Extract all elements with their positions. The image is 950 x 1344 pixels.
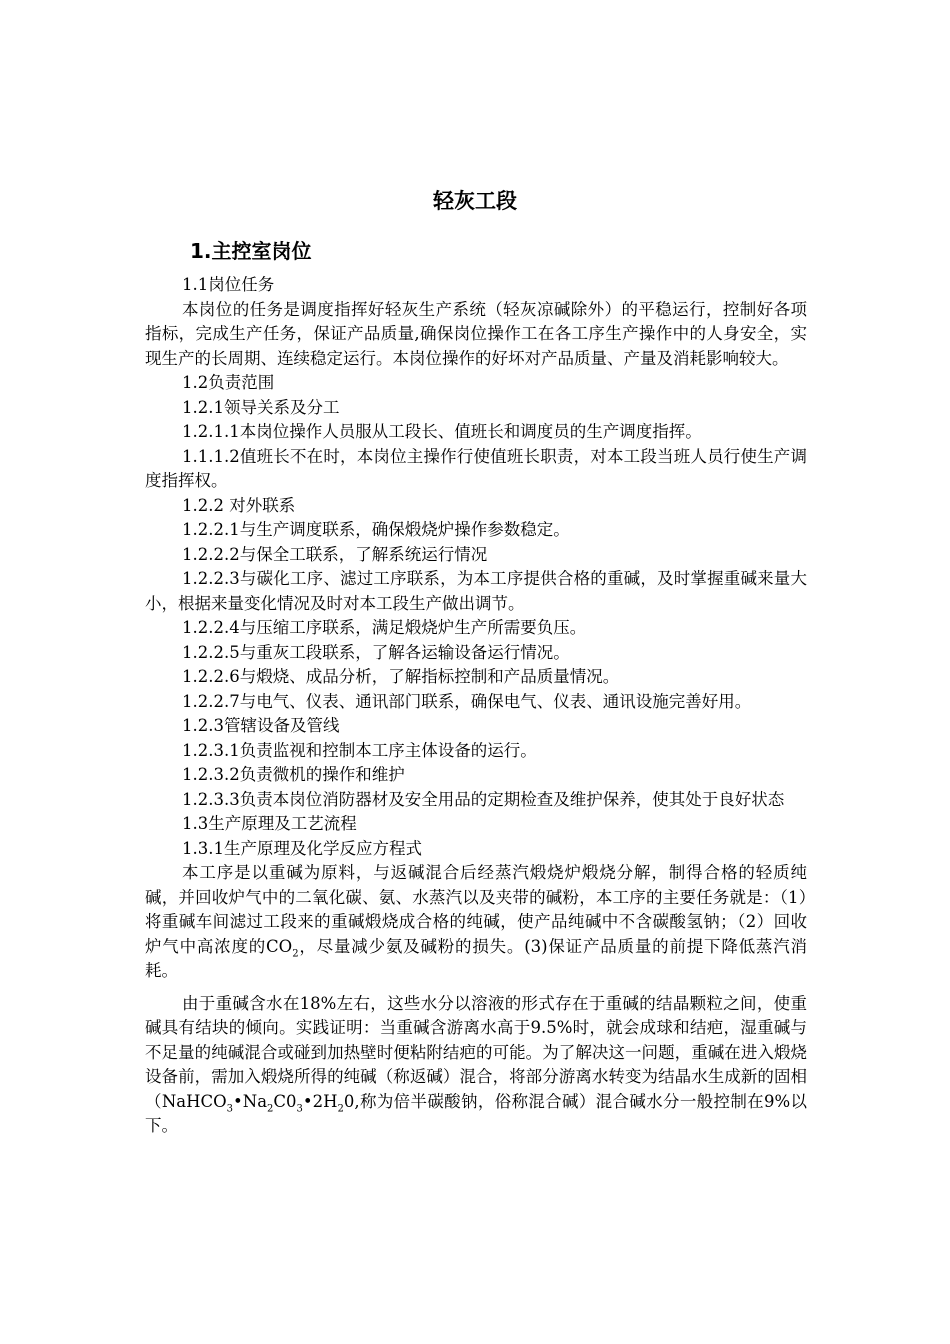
paragraph: 1.2.2.4与压缩工序联系，满足煅烧炉生产所需要负压。 <box>182 618 587 637</box>
text-run: •2H <box>302 1091 338 1111</box>
paragraph-gap <box>145 984 807 992</box>
subscript: 3 <box>296 1102 303 1114</box>
paragraph-moisture <box>145 992 807 1139</box>
text-run: 由于重碱含水在18%左右，这些水分以溶液的形式存在于重碱的结晶颗粒之间，使重碱具有结块的倾向。实践证明：当重碱含游离水高于9.5%时，就会成球和结疤，湿重碱与不足量的纯碱混合或碰到加热壁时便粘附结疤的可能。为了解决这一问题，重碱在进入煅烧设备前，需加入煅烧所得的纯碱（称返碱）混合，将部分游离水转变为结晶水生成新的固相（NaHCO <box>145 993 807 1111</box>
paragraph: 1.3.1生产原理及化学反应方程式 <box>182 838 422 858</box>
paragraph: 1.2.1.1本岗位操作人员服从工段长、值班长和调度员的生产调度指挥。 <box>182 422 702 441</box>
paragraph: 1.2.2.7与电气、仪表、通讯部门联系，确保电气、仪表、通讯设施完善好用。 <box>182 691 752 711</box>
text-run: •Na <box>233 1091 268 1111</box>
paragraph: 1.2.3.2负责微机的操作和维护 <box>182 765 405 784</box>
paragraph: 1.2.2.3与碳化工序、滤过工序联系，为本工序提供合格的重碱，及时掌握重碱来量大小，根据来量变化情况及时对本工段生产做出调节。 <box>145 569 807 613</box>
text-run: ，尽量减少氨及碱粉的损失。(3)保证产品质量的前提下降低蒸汽消耗。 <box>145 936 807 980</box>
paragraph-production-task <box>145 861 807 984</box>
section-heading: 1.主控室岗位 <box>190 239 312 263</box>
text-run: 本工序是以重碱为原料，与返碱混合后经蒸汽煅烧炉煅烧分解，制得合格的轻质纯碱，并回收炉气中的二氧化碳、氨、水蒸汽以及夹带的碱粉，本工序的主要任务就是：（1）将重碱车间滤过工段来的重碱煅烧成合格的纯碱，使产品纯碱中不含碳酸氢钠；（2）回收炉气中高浓度的CO <box>145 863 807 956</box>
paragraph: 本岗位的任务是调度指挥好轻灰生产系统（轻灰凉碱除外）的平稳运行，控制好各项指标，完成生产任务，保证产品质量,确保岗位操作工在各工序生产操作中的人身安全，实现生产的长周期、连续稳定运行。本岗位操作的好坏对产品质量、产量及消耗影响较大。 <box>145 299 807 368</box>
paragraph: 1.2.1领导关系及分工 <box>182 397 340 417</box>
paragraph: 1.1.1.2值班长不在时，本岗位主操作行使值班长职责，对本工段当班人员行使生产调度指挥权。 <box>145 446 807 490</box>
paragraph: 1.2.3.3负责本岗位消防器材及安全用品的定期检查及维护保养，使其处于良好状态 <box>182 789 785 809</box>
paragraph: 1.2.2.6与煅烧、成品分析，了解指标控制和产品质量情况。 <box>182 667 620 686</box>
paragraph: 1.3生产原理及工艺流程 <box>182 814 357 833</box>
subscript: 2 <box>267 1102 274 1114</box>
text-run: C0 <box>273 1091 297 1111</box>
paragraph: 1.2.3管辖设备及管线 <box>182 716 340 735</box>
paragraph: 1.2负责范围 <box>182 373 275 392</box>
paragraph: 1.2.3.1负责监视和控制本工序主体设备的运行。 <box>182 740 537 760</box>
paragraph: 1.2.2.5与重灰工段联系，了解各运输设备运行情况。 <box>182 642 570 662</box>
subscript: 2 <box>337 1102 344 1114</box>
paragraph: 1.2.2.2与保全工联系，了解系统运行情况 <box>182 544 488 564</box>
document-body <box>145 273 807 1139</box>
text-run: 0,称为倍半碳酸钠，俗称混合碱）混合碱水分一般控制在9%以下。 <box>145 1091 807 1135</box>
page-title: 轻灰工段 <box>433 189 517 213</box>
paragraph: 1.2.2 对外联系 <box>182 495 296 515</box>
subscript: 3 <box>226 1102 234 1114</box>
subscript: 2 <box>292 947 299 959</box>
paragraph: 1.2.2.1与生产调度联系，确保煅烧炉操作参数稳定。 <box>182 520 570 539</box>
paragraph: 1.1岗位任务 <box>182 275 275 294</box>
